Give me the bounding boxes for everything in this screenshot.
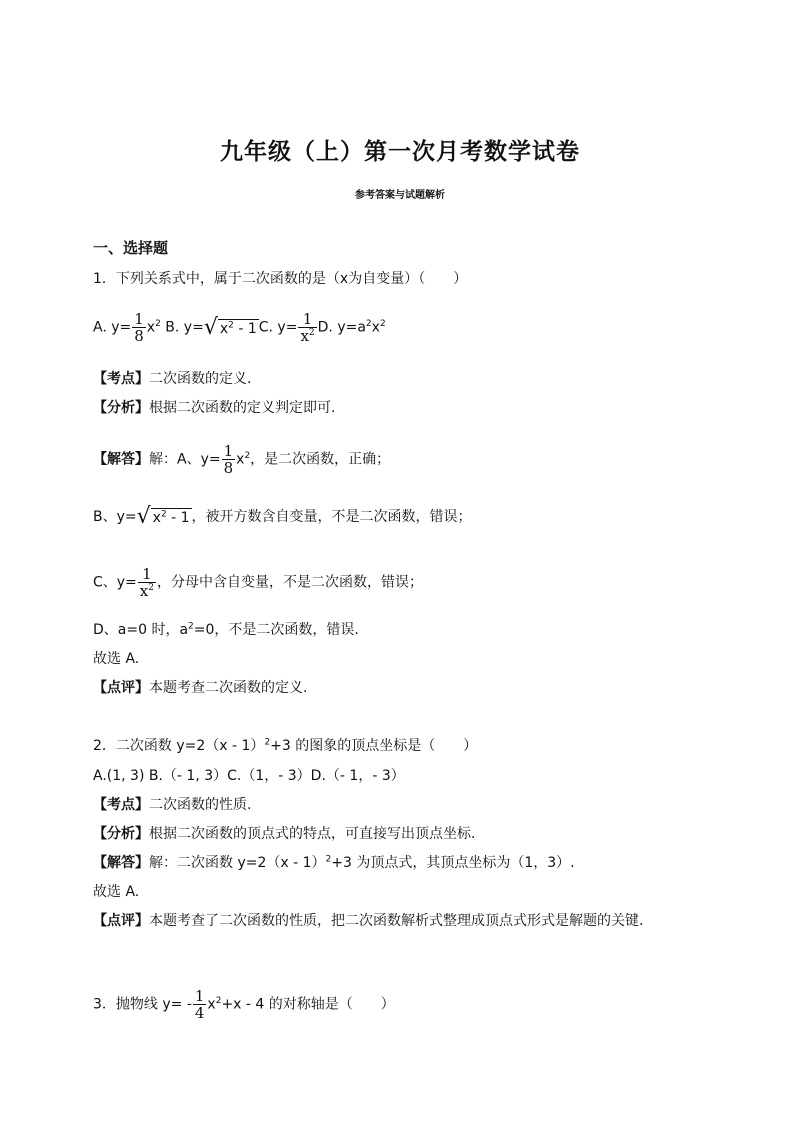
sqrt-expression: √ $x^2 - 1$	[136, 504, 190, 529]
sqrt-expression: √ $x^2 - 1$	[203, 314, 257, 340]
q2-choose: 故选 A.	[93, 884, 140, 900]
fraction-1-8: $\frac{1}{8}$	[223, 442, 234, 477]
q1-options: A. y= $\frac{1}{8}$ $x^2$ B. y=√ $x^2 - 1$ C. y= $\frac{1}{x^2}$ D. $y=a^2x^2$	[93, 310, 386, 345]
q2-kaodian: 【考点】二次函数的性质.	[93, 797, 252, 813]
fraction-1-x2: $\frac{1}{x^2}$	[300, 310, 315, 345]
page-subtitle: 参考答案与试题解析	[355, 190, 445, 201]
q2-options: A.(1, 3) B.（- 1, 3）C.（1，- 3）D.（- 1，- 3）	[93, 768, 405, 784]
q1-dianping: 【点评】本题考查二次函数的定义.	[93, 680, 308, 696]
q3-stem: 3．抛物线 y= - $\frac{1}{4}$ $x^2+x - 4$ 的对称轴是（ ）	[93, 987, 395, 1022]
q2-dianping: 【点评】本题考查了二次函数的性质，把二次函数解析式整理成顶点式形式是解题的关键.	[93, 913, 644, 929]
q1-jieda-d: D、a=0 时，$a^2=0$，不是二次函数，错误.	[93, 621, 359, 638]
fraction-1-8: $\frac{1}{8}$	[134, 310, 144, 345]
q1-opt-c-prefix: C. y=	[258, 319, 298, 336]
section-heading: 一、选择题	[93, 239, 169, 257]
q2-stem: 2．二次函数 y=2（x - 1）$^2$+3 的图象的顶点坐标是（ ）	[93, 737, 478, 754]
fraction-1-4: $\frac{1}{4}$	[194, 987, 205, 1022]
q1-jieda-b: B、y=√ $x^2 - 1$ ，被开方数含自变量，不是二次函数，错误；	[93, 504, 472, 529]
q1-jieda-a: 【解答】解：A、y= $\frac{1}{8}$ $x^2$，是二次函数，正确；	[93, 442, 391, 477]
q1-opt-a-prefix: A. y=	[93, 319, 132, 336]
q2-fenxi: 【分析】根据二次函数的顶点式的特点，可直接写出顶点坐标.	[93, 826, 476, 842]
q1-jieda-c: C、y= $\frac{1}{x^2}$ ，分母中含自变量，不是二次函数，错误；	[93, 565, 423, 600]
fraction-1-x2: $\frac{1}{x^2}$	[139, 565, 154, 600]
q2-jieda: 【解答】解：二次函数 y=2（x - 1）$^2$+3 为顶点式，其顶点坐标为（1，3）.	[93, 854, 575, 871]
page-title: 九年级（上）第一次月考数学试卷	[220, 138, 580, 165]
q1-choose: 故选 A.	[93, 651, 140, 667]
q1-fenxi: 【分析】根据二次函数的定义判定即可.	[93, 400, 336, 416]
q1-stem: 1．下列关系式中，属于二次函数的是（x为自变量）（ ）	[93, 271, 468, 287]
q1-kaodian: 【考点】二次函数的定义.	[93, 371, 252, 387]
q1-opt-d: D. y=a	[317, 319, 366, 336]
q1-opt-b-prefix: B. y=	[165, 319, 204, 336]
